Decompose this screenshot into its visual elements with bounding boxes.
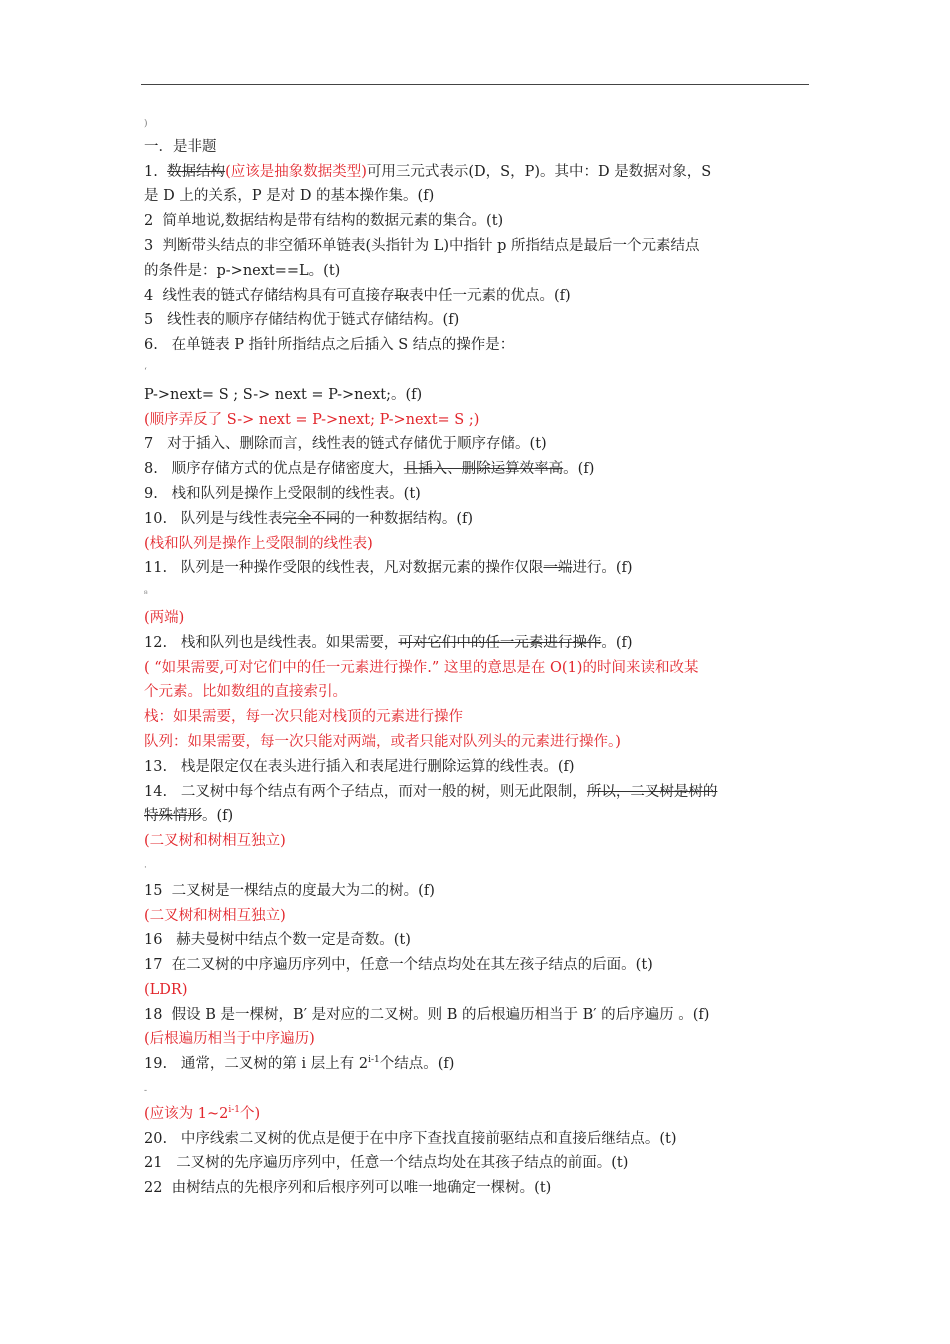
item-6-note: (顺序弄反了 S-> next = P->next; P->next= S ;) [144, 411, 480, 428]
item-1-cont: 是 D 上的关系，P 是对 D 的基本操作集。(f) [144, 188, 435, 205]
struck-text: 且插入、删除运算效率高 [403, 461, 564, 478]
item-3-cont: 的条件是：p->next==L。(t) [144, 262, 341, 279]
item-11-note: (两端) [144, 609, 185, 626]
stray-mark: · [144, 862, 147, 873]
item-11: 11. 队列是一种操作受限的线性表，凡对数据元素的操作仅限一端进行。(f) [144, 560, 633, 577]
struck-text: 取 [394, 287, 409, 304]
item-18: 18 假设 B 是一棵树，B′ 是对应的二叉树。则 B 的后根遍历相当于 B′ 的后序遍历 。(f) [144, 1006, 710, 1023]
item-4: 4 线性表的链式存储结构具有可直接存取表中任一元素的优点。(f) [144, 287, 571, 304]
item-19: 19. 通常，二叉树的第 i 层上有 2$^{i-1}$个结点。(f) [144, 1055, 455, 1073]
item-21: 21 二叉树的先序遍历序列中，任意一个结点均处在其孩子结点的前面。(t) [144, 1155, 629, 1172]
item-22: 22 由树结点的先根序列和后根序列可以唯一地确定一棵树。(t) [144, 1180, 552, 1197]
item-7: 7 对于插入、删除而言，线性表的链式存储优于顺序存储。(t) [144, 436, 547, 453]
stray-mark: ⁸ [144, 590, 148, 601]
struck-text: 所以，二叉树是树的 [586, 783, 718, 800]
item-6-code: P->next= S ; S-> next = P->next;。(f) [144, 386, 423, 403]
item-18-note: (后根遍历相当于中序遍历) [144, 1031, 315, 1048]
struck-text: 完全不同 [282, 510, 341, 527]
item-12-note-3: 栈：如果需要，每一次只能对栈顶的元素进行操作 [144, 709, 463, 726]
item-19-note: (应该为 1~2$^{i-1}$个) [144, 1105, 261, 1122]
item-16: 16 赫夫曼树中结点个数一定是奇数。(t) [144, 932, 411, 949]
struck-text: 一端 [543, 560, 573, 577]
item-17-note: (LDR) [144, 981, 188, 998]
stray-mark: ‘ [144, 366, 147, 377]
item-14-cont: 特殊情形。(f) [144, 808, 234, 825]
stray-mark: - [144, 1086, 148, 1097]
stray-mark: ) [144, 119, 148, 129]
item-12-note-1: ( “如果需要,可对它们中的任一元素进行操作.” 这里的意思是在 O(1)的时间来读和改某 [144, 659, 699, 676]
item-2: 2 简单地说,数据结构是带有结构的数据元素的集合。(t) [144, 213, 504, 230]
item-3: 3 判断带头结点的非空循环单链表(头指针为 L)中指针 p 所指结点是最后一个元素结点 [144, 237, 700, 254]
item-9: 9. 栈和队列是操作上受限制的线性表。(t) [144, 485, 421, 502]
item-10: 10. 队列是与线性表完全不同的一种数据结构。(f) [144, 510, 474, 527]
item-12: 12. 栈和队列也是线性表。如果需要，可对它们中的任一元素进行操作。(f) [144, 634, 633, 651]
item-14: 14. 二叉树中每个结点有两个子结点，而对一般的树，则无此限制，所以，二叉树是树的 [144, 783, 718, 800]
item-1: 1. 数据结构(应该是抽象数据类型)可用三元式表示(D，S，P)。其中：D 是数据对象，S [144, 163, 712, 180]
struck-text: 特殊情形 [144, 808, 202, 825]
item-12-note-2: 个元素。比如数组的直接索引。 [144, 684, 347, 701]
document-body [144, 110, 809, 1201]
item-8: 8. 顺序存储方式的优点是存储密度大，且插入、删除运算效率高。(f) [144, 461, 595, 478]
item-12-note-4: 队列：如果需要，每一次只能对两端，或者只能对队列头的元素进行操作。) [144, 733, 621, 750]
item-15: 15 二叉树是一棵结点的度最大为二的树。(f) [144, 882, 435, 899]
item-17: 17 在二叉树的中序遍历序列中，任意一个结点均处在其左孩子结点的后面。(t) [144, 957, 653, 974]
section-title: 一．是非题 [144, 138, 217, 155]
item-20: 20. 中序线索二叉树的优点是便于在中序下查找直接前驱结点和直接后继结点。(t) [144, 1130, 677, 1147]
item-6: 6. 在单链表 P 指针所指结点之后插入 S 结点的操作是： [144, 337, 515, 354]
item-13: 13. 栈是限定仅在表头进行插入和表尾进行删除运算的线性表。(f) [144, 758, 575, 775]
item-10-note: (栈和队列是操作上受限制的线性表) [144, 535, 373, 552]
struck-text: 可对它们中的任一元素进行操作 [398, 634, 602, 651]
item-15-note: (二叉树和树相互独立) [144, 907, 286, 924]
struck-text: 数据结构 [167, 163, 226, 180]
item-14-note: (二叉树和树相互独立) [144, 833, 286, 850]
header-rule [141, 84, 809, 85]
correction-note: (应该是抽象数据类型) [225, 163, 367, 180]
item-5: 5 线性表的顺序存储结构优于链式存储结构。(f) [144, 312, 460, 329]
